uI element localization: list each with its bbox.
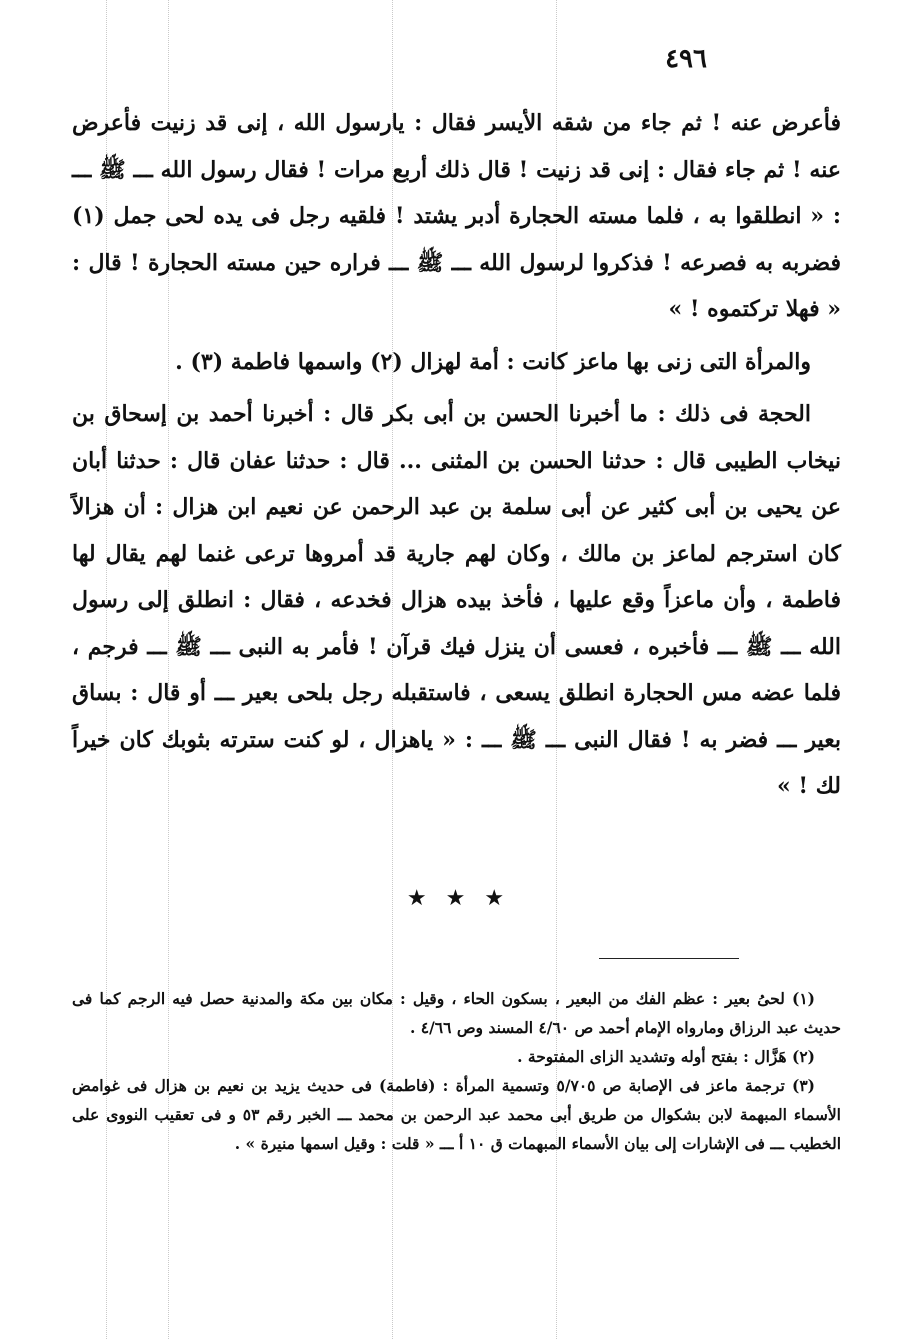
page-number: ٤٩٦ — [665, 44, 707, 74]
footnotes — [72, 984, 841, 1158]
paragraph: فأعرض عنه ! ثم جاء من شقه الأيسر فقال : يارسول الله ، إنى قد زنيت فأعرض عنه ! ثم جاء فقال : إنى قد زنيت ! قال ذلك أربع مرات ! فقال رسول الله ـــ ﷺ ـــ : « انطلقوا به ، فلما مسته الحجارة أدبر يشتد ! فلقيه رجل فى يده لحى جمل (١) فضربه به فصرعه ! فذكروا لرسول الله ـــ ﷺ ـــ فراره حين مسته الحجارة ! قال : « فهلا تركتموه ! » — [72, 110, 841, 322]
paragraph: الحجة فى ذلك : ما أخبرنا الحسن بن أبى بكر قال : أخبرنا أحمد بن إسحاق بن نيخاب الطيبى قال : حدثنا الحسن بن المثنى ... قال : حدثنا عفان قال : حدثنا أبان عن يحيى بن أبى كثير عن أبى سلمة بن عبد الرحمن عن نعيم ابن هزال : أن هزالاً كان استرجم لماعز بن مالك ، وكان لهم جارية قد أمروها ترعى غنما لهم يقال لها فاطمة ، وأن ماعزاً وقع عليها ، فأخذ بيده هزال فخدعه ، فقال : انطلق إلى رسول الله ـــ ﷺ ـــ فأخبره ، فعسى أن ينزل فيك قرآن ! فأمر به النبى ـــ ﷺ ـــ فرجم ، فلما عضه مس الحجارة انطلق يسعى ، فاستقبله رجل بلحى بعير ـــ أو قال : بساق بعير ـــ فضر به ! فقال النبى ـــ ﷺ ـــ : « ياهزال ، لو كنت سترته بثوبك كان خيراً لك ! » — [72, 401, 841, 799]
footnote: (٣) ترجمة ماعز فى الإصابة ص ٥/٧٠٥ وتسمية المرأة : (فاطمة) فى حديث يزيد بن نعيم بن هزال فى غوامض الأسماء المبهمة لابن بشكوال من طريق أبى محمد عبد الرحمن بن محمد ـــ الخبر رقم ٥٣ و فى تعقيب النووى على الخطيب ـــ فى الإشارات إلى بيان الأسماء المبهمات ق ١٠ أ ـــ « قلت : وقيل اسمها منيرة » . — [72, 1076, 841, 1153]
footnote-divider — [599, 958, 739, 959]
section-separator: ★ ★ ★ — [406, 886, 511, 911]
footnote: (٢) هَزَّال : بفتح أوله وتشديد الزاى المفتوحة . — [517, 1047, 815, 1066]
footnote: (١) لحىُ بعير : عظم الفك من البعير ، بسكون الحاء ، وقيل : مكان بين مكة والمدنية حصل فيه الرجم كما فى حديث عبد الرزاق ومارواه الإمام أحمد ص ٤/٦٠ المسند وص ٤/٦٦ . — [72, 989, 841, 1037]
paragraph: والمرأة التى زنى بها ماعز كانت : أمة لهزال (٢) واسمها فاطمة (٣) . — [175, 348, 811, 375]
main-text — [72, 100, 841, 810]
